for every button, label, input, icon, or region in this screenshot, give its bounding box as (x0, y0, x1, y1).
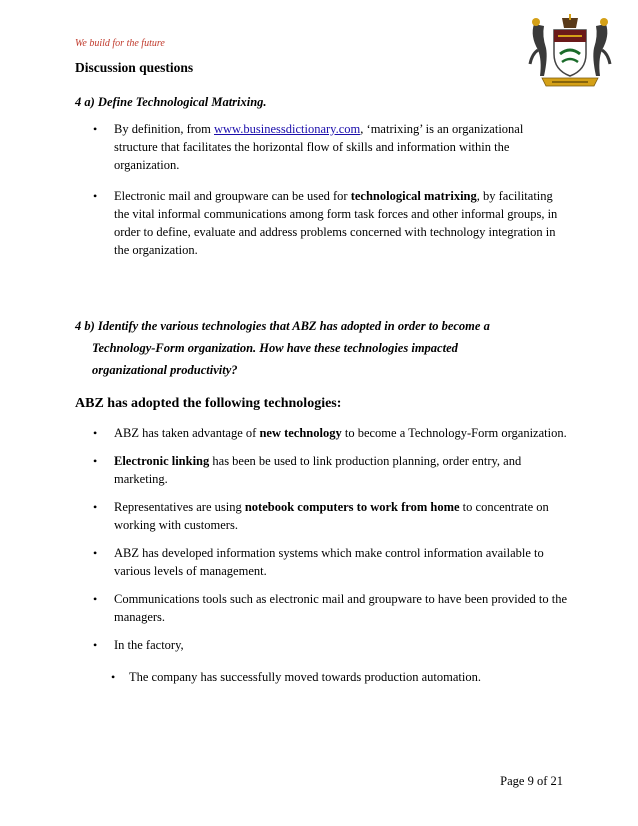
bullet-icon: • (93, 592, 98, 606)
businessdictionary-link[interactable]: www.businessdictionary.com (214, 122, 361, 136)
university-crest-logo (526, 14, 614, 94)
list-item: • Representatives are using notebook computers to work from home to concentrate on working with customers. (93, 500, 549, 532)
bullet-icon: • (93, 454, 98, 468)
bullet-icon: • (93, 500, 98, 514)
list-item: • Electronic linking has been be used to link production planning, order entry, and marketing. (93, 454, 522, 486)
question-4a-title (75, 91, 267, 113)
list-item: • ABZ has taken advantage of new technology to become a Technology-Form organization. (93, 426, 567, 440)
question-4b-title-line: 4 b) Identify the various technologies that ABZ has adopted in order to become a (75, 319, 490, 333)
crest-icon (526, 14, 614, 94)
list-item: • Communications tools such as electronic mail and groupware to have been provided to the managers. (93, 592, 568, 624)
bullet-icon: • (93, 638, 98, 652)
page-number: Page 9 of 21 (500, 774, 563, 788)
list-item: • ABZ has developed information systems which make control information available to various levels of management. (93, 546, 544, 578)
sub-list-item: • The company has successfully moved towards production automation. (111, 670, 482, 684)
question-4b-title (75, 315, 490, 381)
question-4b-title-line: organizational productivity? (92, 363, 238, 377)
bullet-icon: • (93, 122, 98, 136)
bullet-icon: • (111, 670, 116, 684)
bullet-icon: • (93, 546, 98, 560)
abz-technologies-list (93, 424, 568, 686)
header-motto: We build for the future (75, 38, 165, 49)
abz-technologies-heading: ABZ has adopted the following technologies: (75, 396, 342, 411)
list-item: • By definition, from www.businessdictionary.com, ‘matrixing’ is an organizational structure that facilitates the horizontal flow of skills and information within the organization. (93, 122, 524, 172)
bullet-icon: • (93, 189, 98, 203)
question-4a-bullet-list (93, 120, 568, 259)
discussion-heading: Discussion questions (75, 60, 194, 75)
question-4b-title-line: Technology-Form organization. How have these technologies impacted (92, 341, 458, 355)
bullet-icon: • (93, 426, 98, 440)
list-item: • In the factory, (93, 638, 184, 652)
question-4a-title-text: 4 a) Define Technological Matrixing. (75, 95, 267, 109)
list-item: • Electronic mail and groupware can be used for technological matrixing, by facilitating the vital informal communications among form task forces and other informal groups, in order to define, evaluate and address problems concerned with technology integration in the organization. (93, 189, 558, 257)
